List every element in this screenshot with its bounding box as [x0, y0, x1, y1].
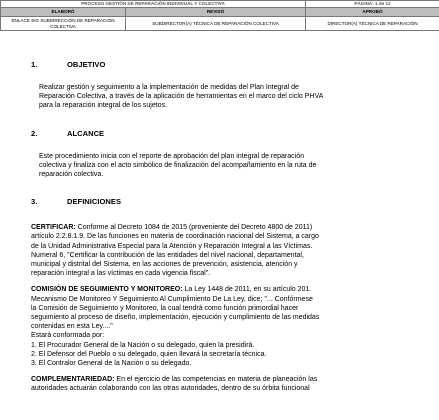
aprobo-label: APROBÓ	[306, 8, 439, 17]
definition-text: En el ejercicio de las competencias en materia de planeación las	[114, 376, 318, 384]
text-line: Reparación Colectiva, a través de la aplicación de herramientas en el marco del ciclo PHVA	[39, 93, 324, 101]
reviso-label: REVISÓ	[126, 8, 306, 17]
definition-line: de la Unidad Administrativa Especial para la Atención y Reparación Integral a las Víctimas.	[31, 242, 313, 250]
definition-certificar	[31, 223, 383, 278]
section-number: 1.	[31, 60, 38, 69]
definition-text: La Ley 1448 de 2011, en su artículo 201.	[182, 286, 312, 294]
section-title: OBJETIVO	[67, 60, 106, 69]
section-text-alcance	[39, 152, 383, 180]
definition-line: artículo 2.2.8.1.9. De las funciones en materia de coordinación nacional del Sistema, a cargo	[31, 233, 319, 241]
definition-text: Conforme al Decreto 1084 de 2015 (proveniente del Decreto 4800 de 2011)	[75, 224, 313, 232]
definition-first-line	[31, 285, 383, 294]
reviso-value: SUBDIRECTOR(A) TÉCNICA DE REPARACIÓN COLECTIVA	[126, 17, 306, 31]
definition-line: municipal y distrital del Sistema, en las acciones de prevención, asistencia, atención y	[31, 261, 298, 269]
section-number: 2.	[31, 128, 38, 138]
text-line: Realizar gestión y seguimiento a la implementación de medidas del Plan Integral de	[39, 84, 299, 91]
section-title: ALCANCE	[67, 128, 105, 138]
text-line: para la reparación integral de los sujetos.	[39, 102, 168, 110]
definition-line: Numeral 6, "Certificar la contribución de las entidades del nivel nacional, departamental,	[31, 251, 304, 259]
definition-line: la Comisión de Seguimiento y Monitoreo, la cual tendrá como función primordial hacer	[31, 304, 299, 312]
section-heading-alcance	[31, 129, 383, 138]
elaboro-label: ELABORÓ	[1, 8, 126, 17]
page-label: PÁGINA: 1 de 12	[306, 1, 439, 8]
definition-line: Estará conformada por:	[31, 332, 105, 340]
list-item: 1. El Procurador General de la Nación o su delegado, quien la presidirá.	[31, 341, 255, 349]
section-number: 3.	[31, 197, 38, 207]
section-title: DEFINICIONES	[67, 197, 122, 207]
definition-term: CERTIFICAR:	[31, 224, 76, 232]
list-item: 3. El Contralor General de la Nación o su delegado.	[31, 360, 192, 368]
definition-comision	[31, 285, 383, 368]
document-header	[0, 0, 439, 31]
definition-term: COMISIÓN DE SEGUIMIENTO Y MONITOREO:	[31, 286, 183, 294]
text-line: colectiva y finaliza con el acto simbólico de finalización del acompañamiento en la ruta de	[39, 161, 317, 169]
list-item: 2. El Defensor del Pueblo o su delegado, quien llevará la secretaría técnica.	[31, 350, 267, 358]
definition-first-line	[31, 375, 383, 384]
section-heading-definiciones	[31, 197, 383, 206]
document-body	[31, 60, 383, 401]
aprobo-value: DIRECTOR(A) TÉCNICA DE REPARACIÓN	[306, 17, 439, 31]
definition-line: contenidas en esta Ley...."	[31, 323, 113, 331]
definition-line: reparación integral a las víctimas en cada vigencia fiscal".	[31, 270, 211, 278]
text-line: reparación colectiva.	[39, 171, 104, 179]
definition-line: Mecanismo De Monitoreo Y Seguimiento Al Cumplimiento De La Ley, dice; "... Confórmese	[31, 295, 313, 303]
text-line: Este procedimiento inicia con el reporte de aprobación del plan integral de reparación	[39, 152, 304, 160]
definition-term: COMPLEMENTARIEDAD:	[31, 376, 115, 384]
elaboro-value: ENLACE SIG SUBDIRECCIÓN DE REPARACIÓN COLECTIVA	[1, 17, 126, 31]
section-heading-objetivo	[31, 60, 383, 69]
process-label: PROCESO GESTIÓN DE REPARACIÓN INDIVIDUAL Y COLECTIVA	[1, 1, 306, 8]
definition-first-line	[31, 223, 383, 232]
definition-complementariedad	[31, 375, 383, 393]
definition-line: autoridades actuarán colaborando con las otras autoridades, dentro de su órbita funcional	[31, 385, 310, 393]
definition-line: seguimiento al proceso de diseño, implementación, ejecución y cumplimiento de las medidas	[31, 314, 320, 322]
section-text-objetivo	[39, 83, 383, 111]
